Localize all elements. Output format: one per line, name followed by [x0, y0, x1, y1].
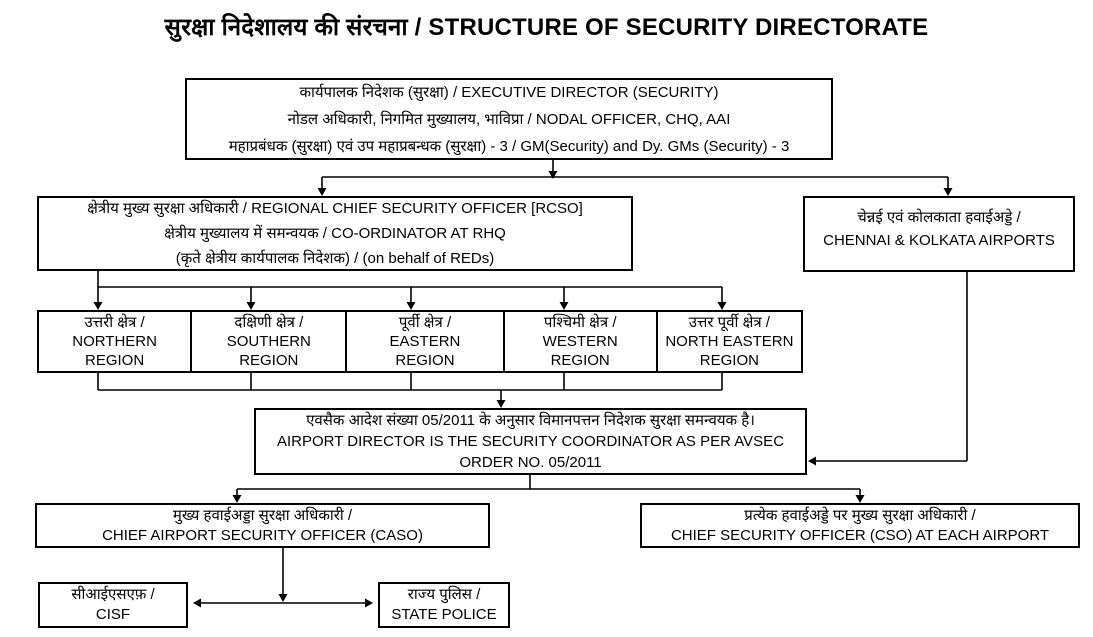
state-police-box [378, 582, 510, 628]
cisf-box [38, 582, 188, 628]
caso-hindi-line: मुख्य हवाईअड्डा सुरक्षा अधिकारी / [172, 506, 353, 524]
region-box-southern [192, 312, 347, 371]
avsec-order-box [254, 408, 807, 475]
rcso-coordinator-line: क्षेत्रीय मुख्यालय में समन्वयक / CO-ORDINATOR AT RHQ [164, 225, 506, 242]
avsec-hindi-line: एवसैक आदेश संख्या 05/2011 के अनुसार विमानपत्तन निदेशक सुरक्षा समन्वयक है। [306, 412, 755, 429]
state-police-hindi-line: राज्य पुलिस / [407, 586, 481, 603]
state-police-english-line: STATE POLICE [391, 606, 497, 623]
cso-hindi-line: प्रत्येक हवाईअड्डे पर मुख्य सुरक्षा अधिकारी / [744, 506, 976, 524]
region-box-north-eastern [658, 312, 801, 371]
cisf-english-line: CISF [95, 606, 131, 623]
avsec-order-number-line: ORDER NO. 05/2011 [459, 454, 602, 471]
chennai-kolkata-airports-box [803, 196, 1075, 272]
cisf-hindi-line: सीआईएसएफ़ / [71, 586, 155, 603]
region-name-line: NORTHERN [72, 333, 157, 350]
nodal-officer-line: नोडल अधिकारी, निगमित मुख्यालय, भाविप्रा / NODAL OFFICER, CHQ, AAI [287, 110, 731, 128]
region-word-line: REGION [395, 352, 455, 369]
rcso-box [37, 196, 633, 271]
region-box-eastern [347, 312, 504, 371]
airports-english-line: CHENNAI & KOLKATA AIRPORTS [823, 232, 1055, 249]
region-name-line: NORTH EASTERN [665, 333, 794, 350]
region-box-northern [39, 312, 192, 371]
caso-english-line: CHIEF AIRPORT SECURITY OFFICER (CASO) [102, 526, 423, 544]
caso-box [35, 503, 490, 548]
rcso-behalf-line: (कृते क्षेत्रीय कार्यपालक निदेशक) / (on behalf of REDs) [175, 250, 495, 267]
cso-box [640, 503, 1080, 548]
executive-director-line: कार्यपालक निदेशक (सुरक्षा) / EXECUTIVE DIRECTOR (SECURITY) [299, 83, 719, 101]
region-name-line: WESTERN [542, 333, 618, 350]
airports-hindi-line: चेन्नई एवं कोलकाता हवाईअड्डे / [857, 209, 1021, 226]
region-name-line: EASTERN [389, 333, 461, 350]
executive-director-box [185, 78, 833, 160]
region-word-line: REGION [239, 352, 299, 369]
cso-english-line: CHIEF SECURITY OFFICER (CSO) AT EACH AIRPORT [670, 526, 1050, 544]
region-hindi-line: उत्तर पूर्वी क्षेत्र / [688, 314, 770, 331]
avsec-english-line: AIRPORT DIRECTOR IS THE SECURITY COORDINATOR AS PER AVSEC [276, 433, 785, 450]
gm-security-line: महाप्रबंधक (सुरक्षा) एवं उप महाप्रबन्धक (सुरक्षा) - 3 / GM(Security) and Dy. GMs (Security) - 3 [228, 137, 790, 155]
region-box-western [505, 312, 658, 371]
region-hindi-line: पश्चिमी क्षेत्र / [543, 314, 617, 331]
region-hindi-line: उत्तरी क्षेत्र / [84, 314, 145, 331]
region-word-line: REGION [550, 352, 610, 369]
region-word-line: REGION [85, 352, 145, 369]
regions-row [37, 310, 803, 373]
region-word-line: REGION [699, 352, 759, 369]
page-title: सुरक्षा निदेशालय की संरचना / STRUCTURE OF SECURITY DIRECTORATE [164, 14, 929, 41]
region-hindi-line: पूर्वी क्षेत्र / [398, 314, 452, 331]
region-name-line: SOUTHERN [226, 333, 311, 350]
region-hindi-line: दक्षिणी क्षेत्र / [234, 314, 304, 331]
rcso-title-line: क्षेत्रीय मुख्य सुरक्षा अधिकारी / REGIONAL CHIEF SECURITY OFFICER [RCSO] [87, 200, 583, 217]
